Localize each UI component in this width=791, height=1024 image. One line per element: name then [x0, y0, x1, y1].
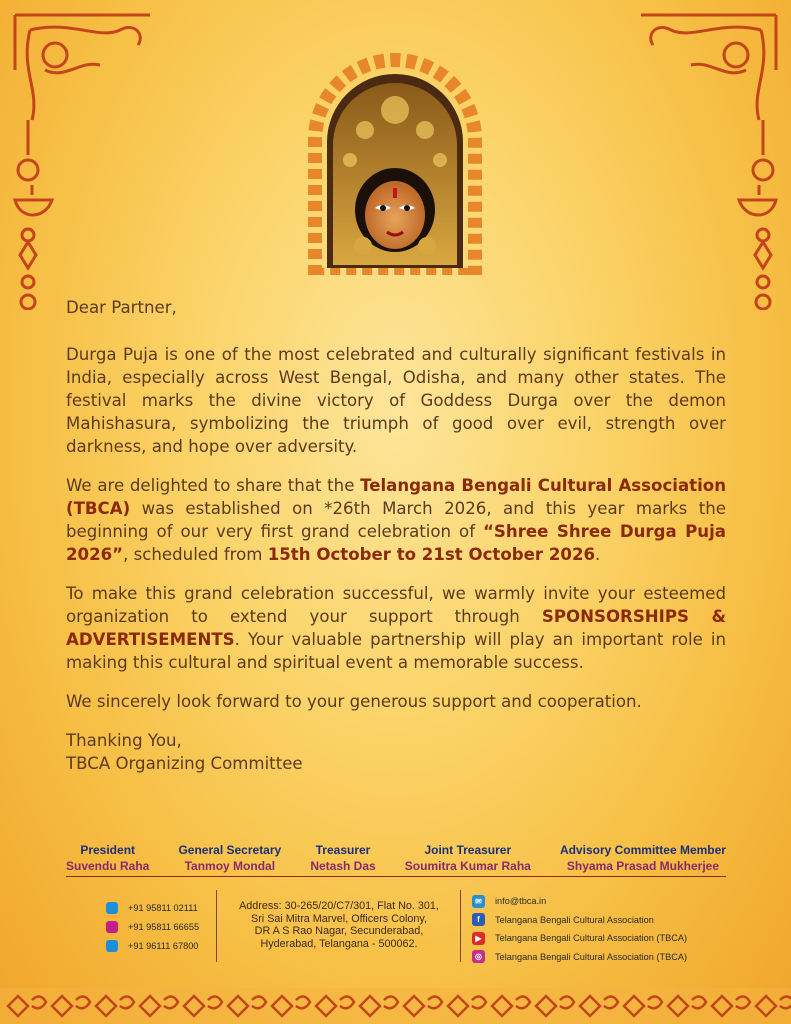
address-line: Address: 30-265/20/C7/301, Flat No. 301, — [239, 900, 439, 912]
phone-number: +91 96111 67800 — [128, 940, 199, 951]
bottom-border-ornament — [0, 988, 791, 1024]
official-role: Advisory Committee Member — [559, 843, 726, 857]
text-run: We are delighted to share that the — [66, 476, 361, 495]
text-run: . — [595, 545, 601, 564]
sponsorship-emphasis: SPONSORSHIPS & ADVERTISEMENTS — [66, 607, 726, 649]
contact-section — [100, 888, 700, 964]
signature: TBCA Organizing Committee — [66, 754, 303, 773]
officials-row — [66, 842, 726, 877]
paragraph-closing: We sincerely look forward to your generous support and cooperation. — [66, 692, 642, 711]
text-run: . Your valuable partnership will play an important role in making this cultural and spiritual event a memorable success. — [66, 630, 726, 672]
address-line: DR A S Rao Nagar, Secunderabad, — [254, 925, 424, 938]
official-role: President — [80, 843, 136, 857]
goddess-durga-image — [305, 50, 485, 275]
official-name: Tanmoy Mondal — [184, 859, 276, 873]
phone-icon — [106, 902, 118, 914]
event-dates: 15th October to 21st October 2026 — [267, 545, 596, 564]
youtube-icon: ▶ — [472, 932, 485, 945]
email-icon: ✉ — [472, 895, 485, 908]
address-line: Hyderabad, Telangana - 500062. — [260, 937, 418, 950]
greeting: Dear Partner, — [66, 298, 177, 317]
paragraph-announcement — [66, 474, 726, 566]
corner-ornament-left — [10, 10, 160, 310]
official-name: Netash Das — [310, 859, 376, 873]
signature-block — [66, 729, 726, 775]
instagram-icon: ◎ — [472, 950, 485, 963]
social-item-youtube[interactable] — [472, 929, 712, 948]
divider — [460, 890, 461, 962]
official-name: Soumitra Kumar Raha — [404, 859, 531, 873]
closing-line: Thanking You, — [66, 731, 182, 750]
social-item-facebook[interactable] — [472, 911, 712, 930]
social-list — [472, 892, 712, 966]
address-block — [228, 900, 450, 950]
letter-body — [66, 296, 726, 775]
paragraph-intro: Durga Puja is one of the most celebrated and culturally significant festivals in India, especially across West Bengal, Odisha, and many other states. The festival marks the divine victory of Goddess Durga over the demon Mahishasura, symbolizing the triumph of good over evil, strength over darkness, and hope over adversity. — [66, 345, 726, 456]
official-name: Shyama Prasad Mukherjee — [566, 859, 719, 873]
social-item-instagram[interactable] — [472, 948, 712, 967]
organization-name: Telangana Bengali Cultural Association (TBCA) — [66, 476, 727, 518]
phone-list — [106, 898, 216, 955]
phone-number: +91 95811 66655 — [128, 921, 200, 932]
phone-item[interactable] — [106, 936, 216, 955]
text-run: was established on *26th March 2026, and this year marks the beginning of our very first grand celebration of — [66, 499, 726, 541]
facebook-icon: f — [472, 913, 485, 926]
social-text: Telangana Bengali Cultural Association — [495, 914, 654, 925]
social-item-email[interactable] — [472, 892, 712, 911]
official-treasurer — [310, 842, 375, 876]
official-role: General Secretary — [178, 843, 282, 857]
official-advisory-member — [560, 842, 726, 876]
official-role: Joint Treasurer — [424, 843, 512, 857]
official-president — [66, 842, 149, 876]
phone-item[interactable] — [106, 898, 216, 917]
official-role: Treasurer — [315, 843, 371, 857]
paragraph-invitation — [66, 582, 726, 674]
official-general-secretary — [178, 842, 281, 876]
official-name: Suvendu Raha — [66, 859, 150, 873]
address-line: Sri Sai Mitra Marvel, Officers Colony, — [251, 912, 427, 925]
divider — [216, 890, 217, 962]
event-name: “Shree Shree Durga Puja 2026” — [66, 522, 727, 564]
social-text: Telangana Bengali Cultural Association (TBCA) — [495, 951, 688, 962]
social-text: Telangana Bengali Cultural Association (TBCA) — [495, 933, 688, 944]
phone-icon — [106, 940, 118, 952]
phone-item[interactable] — [106, 917, 216, 936]
whatsapp-icon — [106, 921, 118, 933]
text-run: , scheduled from — [123, 545, 268, 564]
phone-number: +91 95811 02111 — [128, 902, 198, 913]
official-joint-treasurer — [405, 842, 531, 876]
social-text: info@tbca.in — [495, 896, 547, 907]
corner-ornament-right — [631, 10, 781, 310]
text-run: To make this grand celebration successful, we warmly invite your esteemed organization to extend your support through — [66, 584, 726, 626]
